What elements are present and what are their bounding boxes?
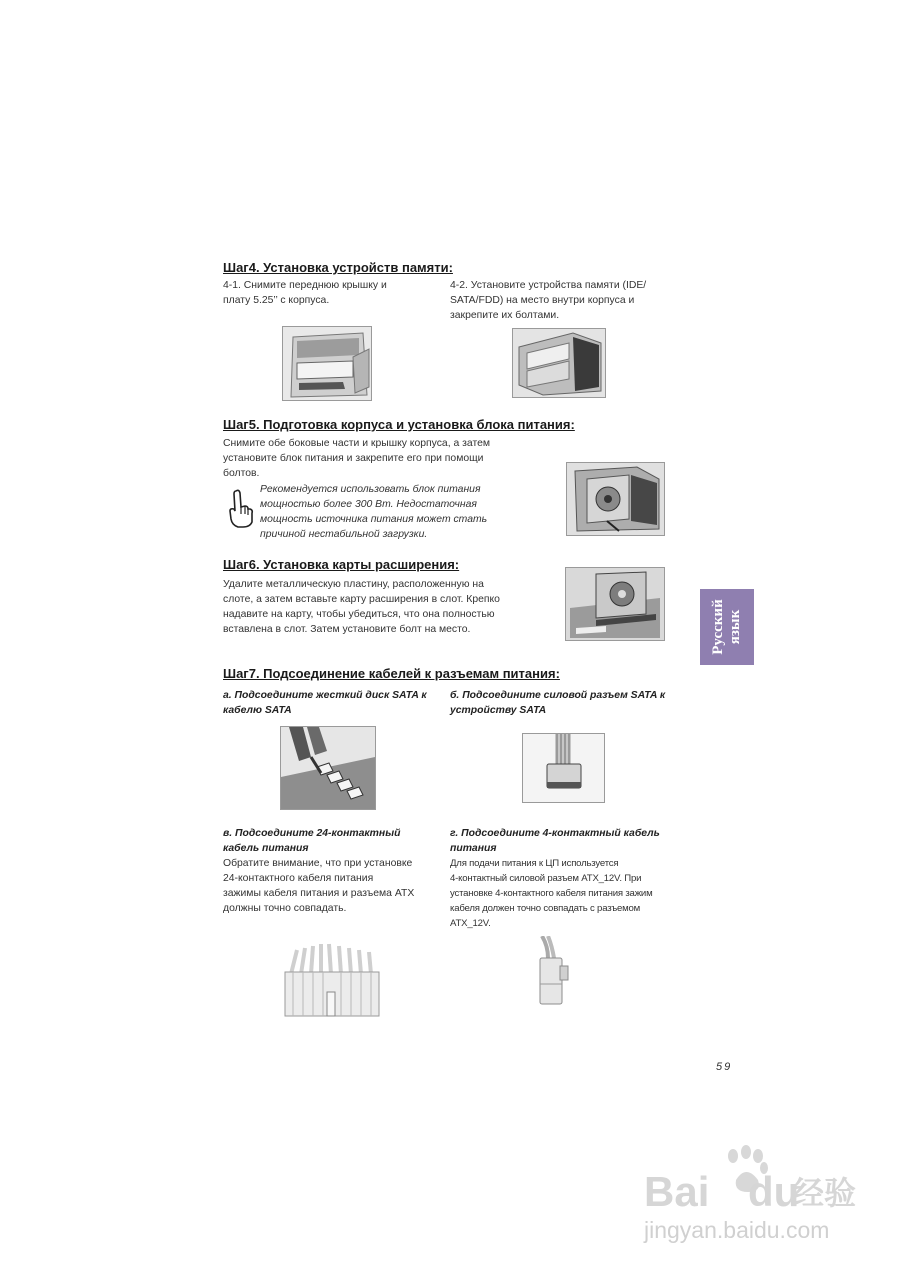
figure-sata-power-connector [522, 733, 605, 803]
step7-c-heading: в. Подсоедините 24-контактный кабель питания [223, 828, 401, 854]
baidu-jingyan-watermark [640, 1140, 870, 1250]
watermark-url: jingyan.baidu.com [644, 1217, 830, 1243]
pointing-hand-icon [226, 489, 256, 529]
step7-c-body: Обратите внимание, что при установке 24-контактного кабеля питания зажимы кабеля питания и разъема ATX должны точно совпадать. [223, 858, 415, 914]
step5-note: Рекомендуется использовать блок питания мощностью более 300 Вт. Недостаточная мощность источника питания может стать причиной нестабильной загрузки. [260, 484, 488, 540]
language-side-tab [700, 589, 754, 665]
step7-d-heading: г. Подсоедините 4-контактный кабель питания [450, 828, 660, 854]
figure-24pin-connector [283, 940, 381, 1018]
figure-4pin-connector [530, 936, 574, 1008]
watermark-brand-left: Bai [644, 1168, 710, 1215]
step5-text: Снимите обе боковые части и крышку корпуса, а затем установите блок питания и закрепите его при помощи болтов. [223, 438, 491, 479]
side-tab-line1: Русский [710, 599, 726, 655]
figure-expansion-card [565, 567, 665, 641]
figure-install-psu [566, 462, 665, 536]
page-number: 59 [716, 1061, 733, 1073]
figure-install-drives [512, 328, 606, 398]
figure-sata-data-cable [280, 726, 376, 810]
step4-title: Шаг4. Установка устройств памяти: [223, 260, 453, 275]
step7-b-text: б. Подсоедините силовой разъем SATA к устройству SATA [450, 690, 666, 716]
step4-left-text: 4-1. Снимите переднюю крышку и плату 5.25’’ с корпуса. [223, 280, 387, 306]
watermark-chinese: 经验 [792, 1174, 857, 1212]
step4-right-text: 4-2. Установите устройства памяти (IDE/ SATA/FDD) на место внутри корпуса и закрепите их болтами. [450, 280, 647, 321]
figure-remove-front-cover [282, 326, 372, 401]
side-tab-line2: язык [727, 609, 743, 645]
step6-text: Удалите металлическую пластину, расположенную на слоте, а затем вставьте карту расширения в слот. Крепко надавите на карту, чтобы убедиться, что она полностью вставлена в слот. Затем установите болт на место. [223, 579, 500, 635]
step7-title: Шаг7. Подсоединение кабелей к разъемам питания: [223, 666, 560, 681]
step5-title: Шаг5. Подготовка корпуса и установка блока питания: [223, 417, 575, 432]
step7-d-body: Для подачи питания к ЦП используется 4-контактный силовой разъем ATX_12V. При установке 4-контактного кабеля питания зажим кабеля должен точно совпадать с разъемом ATX_12V. [450, 858, 653, 929]
step6-title: Шаг6. Установка карты расширения: [223, 557, 460, 572]
step7-a-text: а. Подсоедините жесткий диск SATA к кабелю SATA [223, 690, 427, 716]
watermark-brand-right: du [748, 1168, 800, 1215]
